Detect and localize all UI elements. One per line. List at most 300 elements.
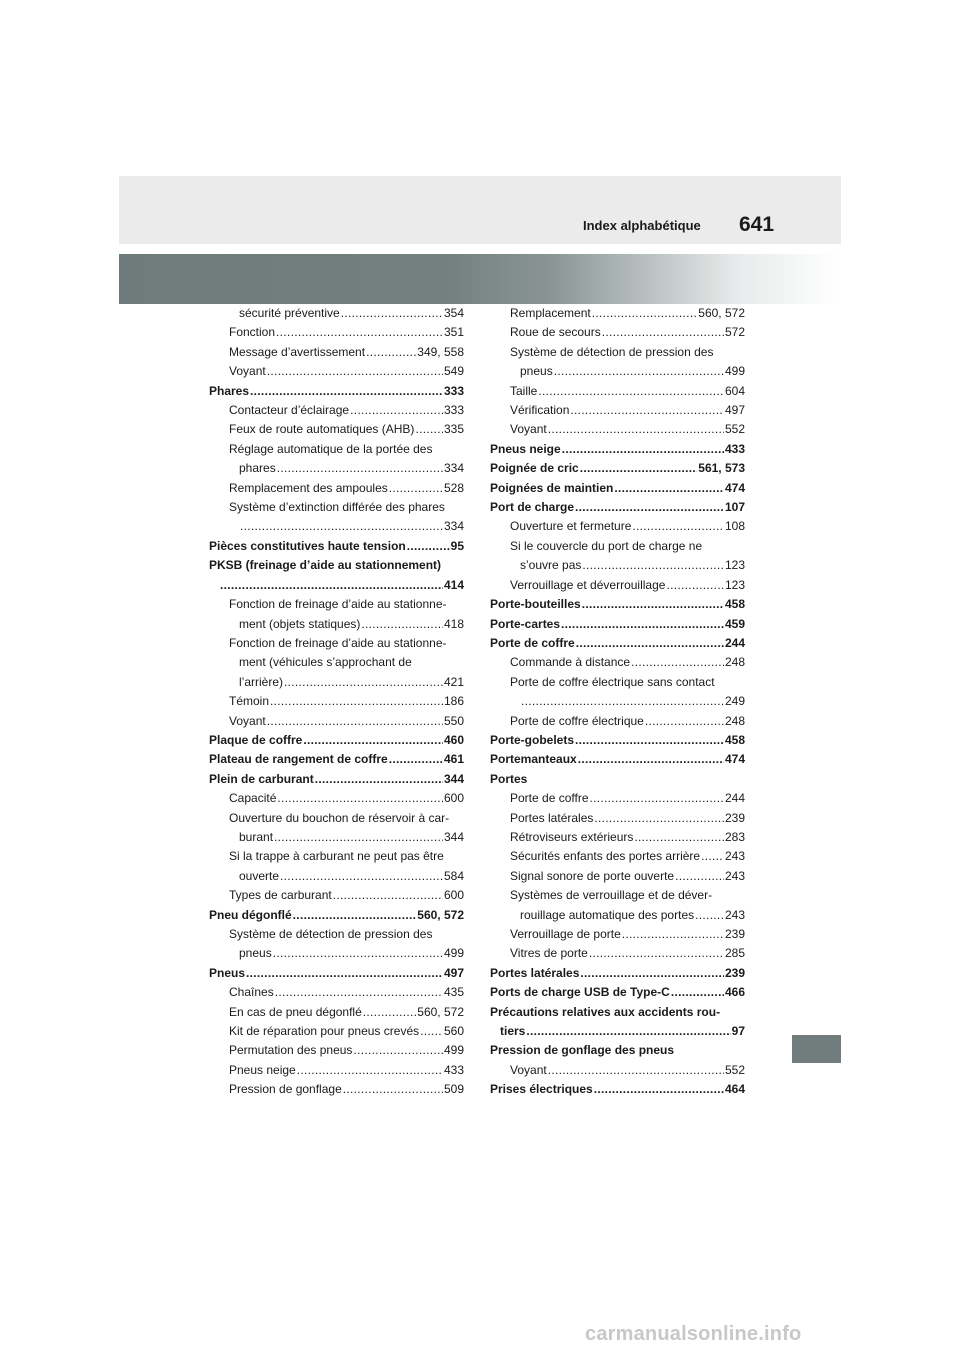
index-page-ref[interactable]: 421 [443, 674, 464, 689]
index-page-ref[interactable]: 95 [450, 538, 464, 553]
index-entry [209, 925, 464, 944]
index-page-ref[interactable]: 461 [443, 752, 464, 767]
index-entry [490, 440, 745, 459]
index-term: Portes latérales [510, 810, 594, 825]
index-page-ref[interactable]: 499 [443, 1043, 464, 1058]
index-page-ref[interactable]: 333 [443, 383, 464, 398]
index-page-ref[interactable]: 107 [724, 500, 745, 515]
index-term: Portemanteaux [490, 752, 577, 767]
dot-leader [277, 789, 443, 808]
dot-leader [341, 304, 443, 323]
index-term: Fonction [229, 325, 276, 340]
index-term: Feux de route automatiques (AHB) [229, 422, 415, 437]
dot-leader [250, 382, 443, 401]
index-entry [209, 673, 464, 692]
dot-leader [350, 401, 443, 420]
index-entry [209, 867, 464, 886]
dot-leader [575, 498, 724, 517]
index-page-ref[interactable]: 464 [724, 1082, 745, 1097]
index-column-right [490, 304, 745, 1100]
index-entry [209, 1061, 464, 1080]
index-page-ref[interactable]: 458 [724, 597, 745, 612]
dot-leader [297, 1061, 443, 1080]
index-entry [209, 828, 464, 847]
index-page-ref[interactable]: 604 [724, 383, 745, 398]
dot-leader [580, 964, 724, 983]
dot-leader [592, 304, 698, 323]
index-term: Portes latérales [490, 965, 580, 980]
index-entry [490, 382, 745, 401]
index-entry [490, 595, 745, 614]
index-entry [490, 944, 745, 963]
dot-leader [275, 983, 443, 1002]
index-term: Pression de gonflage des pneus [490, 1043, 675, 1058]
index-page-ref[interactable]: 474 [724, 480, 745, 495]
index-term: phares [239, 461, 276, 476]
index-term: En cas de pneu dégonflé [229, 1004, 362, 1019]
index-term: Porte-gobelets [490, 732, 575, 747]
index-term: Fonction de freinage d’aide au stationne- [229, 635, 447, 650]
index-page-ref[interactable]: 561, 573 [698, 461, 745, 476]
index-entry [490, 1022, 745, 1041]
index-page-ref[interactable]: 108 [724, 519, 745, 534]
index-page-ref[interactable]: 243 [724, 907, 745, 922]
dot-leader [284, 673, 443, 692]
index-term: Pneus neige [490, 441, 561, 456]
header-band [119, 176, 841, 244]
index-term: Remplacement des ampoules [229, 480, 388, 495]
dot-leader [594, 809, 724, 828]
index-page-ref[interactable]: 334 [443, 461, 464, 476]
index-page-ref[interactable]: 414 [443, 577, 464, 592]
index-entry [209, 362, 464, 381]
index-entry [490, 615, 745, 634]
index-entry [490, 304, 745, 323]
index-term: Portes [490, 771, 528, 786]
dot-leader [273, 944, 443, 963]
index-entry [490, 634, 745, 653]
index-term: Témoin [229, 694, 270, 709]
index-entry [209, 537, 464, 556]
index-entry [490, 653, 745, 672]
index-entry [209, 847, 464, 866]
index-term: Pneu dégonflé [209, 907, 292, 922]
index-entry [209, 809, 464, 828]
index-page-ref[interactable]: 552 [724, 1062, 745, 1077]
index-term: pneus [520, 364, 553, 379]
index-page-ref[interactable]: 600 [443, 791, 464, 806]
index-term: Poignées de maintien [490, 480, 614, 495]
index-page-ref[interactable]: 123 [724, 558, 745, 573]
index-page-ref[interactable]: 249 [724, 694, 745, 709]
index-entry [209, 1041, 464, 1060]
dot-leader [526, 1022, 730, 1041]
index-term: Permutation des pneus [229, 1043, 353, 1058]
index-page-ref[interactable]: 435 [443, 985, 464, 1000]
index-entry [490, 809, 745, 828]
dot-leader [407, 537, 450, 556]
index-page-ref[interactable]: 459 [724, 616, 745, 631]
dot-leader [267, 362, 443, 381]
index-entry [490, 692, 745, 711]
index-entry [490, 401, 745, 420]
index-entry [209, 595, 464, 614]
dot-leader [582, 595, 724, 614]
dot-leader [590, 789, 724, 808]
dot-leader [548, 1061, 724, 1080]
index-term: Porte de coffre électrique sans contact [510, 674, 715, 689]
index-term: Kit de réparation pour pneus crevés [229, 1024, 420, 1039]
index-page-ref[interactable]: 474 [724, 752, 745, 767]
dot-leader [548, 420, 724, 439]
index-term: Vitres de porte [510, 946, 588, 961]
index-entry [209, 459, 464, 478]
dot-leader [270, 692, 443, 711]
index-entry [490, 1080, 745, 1099]
index-entry [209, 750, 464, 769]
index-entry [209, 304, 464, 323]
dot-leader [315, 770, 443, 789]
dot-leader [420, 1022, 443, 1041]
index-entry [209, 983, 464, 1002]
dot-leader [389, 750, 443, 769]
header-gradient-bar [119, 254, 841, 304]
index-entry [490, 673, 745, 692]
dot-leader [645, 712, 724, 731]
index-entry [209, 343, 464, 362]
page-number: 641 [739, 213, 775, 236]
index-term: Taille [510, 383, 538, 398]
thumb-index-tab[interactable] [792, 1035, 841, 1063]
dot-leader [575, 731, 724, 750]
index-page-ref[interactable]: 497 [724, 403, 745, 418]
dot-leader [582, 556, 724, 575]
index-entry [209, 634, 464, 653]
index-entry [490, 770, 745, 789]
index-term: Pneus neige [229, 1062, 296, 1077]
index-term: Ouverture et fermeture [510, 519, 632, 534]
index-entry [209, 789, 464, 808]
index-term: Chaînes [229, 985, 274, 1000]
index-page-ref[interactable]: 243 [724, 868, 745, 883]
index-entry [209, 1003, 464, 1022]
index-page-ref[interactable]: 552 [724, 422, 745, 437]
index-page-ref[interactable]: 572 [724, 325, 745, 340]
dot-leader [303, 731, 443, 750]
dot-leader [538, 382, 724, 401]
index-entry [490, 576, 745, 595]
index-page-ref[interactable]: 509 [443, 1082, 464, 1097]
index-term: Si le couvercle du port de charge ne [510, 538, 703, 553]
index-entry [209, 692, 464, 711]
index-term: Voyant [510, 422, 547, 437]
index-entry [209, 653, 464, 672]
index-entry [209, 1080, 464, 1099]
index-page-ref[interactable]: 244 [724, 635, 745, 650]
index-entry [490, 906, 745, 925]
index-entry [209, 517, 464, 536]
index-entry [490, 459, 745, 478]
index-page-ref[interactable]: 344 [443, 829, 464, 844]
index-page-ref[interactable]: 550 [443, 713, 464, 728]
dot-leader [561, 615, 724, 634]
index-page-ref[interactable]: 560, 572 [698, 306, 745, 320]
index-term: Plaque de coffre [209, 732, 303, 747]
index-page-ref[interactable]: 354 [443, 306, 464, 320]
index-term: Voyant [229, 364, 266, 379]
index-page-ref[interactable]: 283 [724, 829, 745, 844]
dot-leader [701, 847, 724, 866]
index-entry [490, 828, 745, 847]
index-page-ref[interactable]: 333 [443, 403, 464, 418]
dot-leader [274, 828, 443, 847]
index-entry [490, 867, 745, 886]
index-entry [209, 401, 464, 420]
index-page-ref[interactable]: 351 [443, 325, 464, 340]
dot-leader [602, 323, 724, 342]
index-term: Capacité [229, 791, 277, 806]
index-entry [490, 847, 745, 866]
index-term: Poignée de cric [490, 461, 579, 476]
index-term: Types de carburant [229, 888, 332, 903]
index-term: Pression de gonflage [229, 1082, 342, 1097]
index-page-ref[interactable]: 239 [724, 810, 745, 825]
index-page-ref[interactable]: 244 [724, 791, 745, 806]
index-term: Réglage automatique de la portée des [229, 441, 433, 456]
index-entry [209, 576, 464, 595]
index-term: Prises électriques [490, 1082, 593, 1097]
index-page-ref[interactable]: 584 [443, 868, 464, 883]
index-page-ref[interactable]: 123 [724, 577, 745, 592]
index-entry [490, 323, 745, 342]
index-page-ref[interactable]: 349, 558 [417, 344, 464, 359]
index-term: Roue de secours [510, 325, 601, 340]
index-term: tiers [500, 1024, 526, 1039]
index-entry [490, 964, 745, 983]
dot-leader [343, 1080, 443, 1099]
index-term: Voyant [510, 1062, 547, 1077]
dot-leader [240, 517, 443, 536]
index-column-left [209, 304, 464, 1100]
index-page-ref[interactable]: 239 [724, 927, 745, 941]
index-term: Ports de charge USB de Type-C [490, 985, 670, 1000]
index-term: Signal sonore de porte ouverte [510, 868, 675, 883]
dot-leader [695, 906, 724, 925]
index-entry [490, 517, 745, 536]
dot-leader [361, 615, 443, 634]
index-page-ref[interactable]: 549 [443, 364, 464, 379]
index-term: Plateau de rangement de coffre [209, 752, 388, 767]
index-term: Message d’avertissement [229, 344, 366, 359]
index-term: Voyant [229, 713, 266, 728]
dot-leader [589, 944, 724, 963]
index-page-ref[interactable]: 560 [443, 1024, 464, 1039]
index-entry [490, 789, 745, 808]
index-entry [209, 906, 464, 925]
dot-leader [580, 459, 698, 478]
index-entry [490, 420, 745, 439]
index-entry [490, 1061, 745, 1080]
index-term: Verrouillage de porte [510, 927, 621, 941]
index-term: Porte-bouteilles [490, 597, 581, 612]
index-entry [490, 498, 745, 517]
index-page-ref[interactable]: 334 [443, 519, 464, 534]
index-page-ref[interactable]: 243 [724, 849, 745, 864]
index-entry [209, 712, 464, 731]
dot-leader [267, 712, 443, 731]
index-term: l’arrière) [239, 674, 284, 689]
watermark-text: carmanualsonline.info [585, 1323, 802, 1345]
index-term: Précautions relatives aux accidents rou- [490, 1004, 721, 1019]
index-page-ref[interactable]: 186 [443, 694, 464, 709]
index-entry [490, 556, 745, 575]
index-term: Fonction de freinage d’aide au stationne- [229, 597, 447, 612]
index-term: Pièces constitutives haute tension [209, 538, 406, 553]
index-page-ref[interactable]: 248 [724, 655, 745, 670]
index-page-ref[interactable]: 499 [724, 364, 745, 379]
index-term: ment (objets statiques) [239, 616, 361, 631]
dot-leader [666, 576, 724, 595]
dot-leader [220, 576, 443, 595]
index-term: Système de détection de pression des [229, 927, 433, 941]
index-page-ref[interactable]: 600 [443, 888, 464, 903]
index-term: Porte de coffre électrique [510, 713, 644, 728]
index-term: ment (véhicules s’approchant de [239, 655, 412, 670]
index-entry [209, 382, 464, 401]
index-term: pneus [239, 946, 272, 961]
index-page-ref[interactable]: 418 [443, 616, 464, 631]
index-entry [490, 1003, 745, 1022]
index-term: Ouverture du bouchon de réservoir à car- [229, 810, 450, 825]
index-term: burant [239, 829, 274, 844]
index-term: Systèmes de verrouillage et de déver- [510, 888, 713, 903]
index-page-ref[interactable]: 560, 572 [417, 907, 464, 922]
index-term: ouverte [239, 868, 280, 883]
index-entry [209, 964, 464, 983]
index-page-ref[interactable]: 528 [443, 480, 464, 495]
index-entry [490, 343, 745, 362]
index-page-ref[interactable]: 239 [724, 965, 745, 980]
index-entry [490, 750, 745, 769]
index-entry [490, 537, 745, 556]
dot-leader [276, 323, 443, 342]
index-term: Rétroviseurs extérieurs [510, 829, 634, 844]
index-entry [209, 323, 464, 342]
index-term: PKSB (freinage d’aide au stationnement) [209, 558, 442, 573]
dot-leader [578, 750, 724, 769]
index-term: Sécurités enfants des portes arrière [510, 849, 701, 864]
index-entry [209, 1022, 464, 1041]
index-page-ref[interactable]: 433 [724, 441, 745, 456]
index-term: Système d’extinction différée des phares [229, 500, 445, 515]
index-entry [209, 556, 464, 575]
index-page-ref[interactable]: 466 [724, 985, 745, 1000]
index-entry [209, 615, 464, 634]
index-term: Porte de coffre [510, 791, 589, 806]
dot-leader [622, 925, 724, 944]
index-term: Verrouillage et déverrouillage [510, 577, 666, 592]
index-entry [490, 479, 745, 498]
dot-leader [246, 964, 443, 983]
index-term: Si la trappe à carburant ne peut pas être [229, 849, 444, 864]
index-term: Système de détection de pression des [510, 344, 714, 359]
index-page-ref[interactable]: 460 [443, 732, 464, 747]
dot-leader [415, 420, 443, 439]
index-term: s’ouvre pas [520, 558, 582, 573]
index-entry [490, 1041, 745, 1060]
index-entry [209, 498, 464, 517]
dot-leader [562, 440, 724, 459]
index-page-ref[interactable]: 433 [443, 1062, 464, 1077]
section-title: Index alphabétique [583, 218, 701, 233]
index-entry [209, 944, 464, 963]
dot-leader [521, 692, 724, 711]
index-term: Porte-cartes [490, 616, 561, 631]
index-term: Contacteur d’éclairage [229, 403, 350, 418]
index-page-ref[interactable]: 499 [443, 946, 464, 961]
dot-leader [570, 401, 724, 420]
dot-leader [293, 906, 417, 925]
index-entry [209, 420, 464, 439]
index-entry [490, 712, 745, 731]
dot-leader [554, 362, 724, 381]
index-entry [209, 770, 464, 789]
index-term: Phares [209, 383, 250, 398]
index-term: Plein de carburant [209, 771, 314, 786]
index-page-ref[interactable]: 335 [443, 422, 464, 437]
dot-leader [277, 459, 443, 478]
index-term: sécurité préventive [239, 306, 340, 320]
index-entry [209, 731, 464, 750]
dot-leader [363, 1003, 417, 1022]
dot-leader [280, 867, 443, 886]
index-page-ref[interactable]: 97 [731, 1024, 745, 1039]
index-entry [490, 731, 745, 750]
index-entry [490, 362, 745, 381]
dot-leader [389, 479, 443, 498]
index-page-ref[interactable]: 344 [443, 771, 464, 786]
dot-leader [675, 867, 724, 886]
dot-leader [353, 1041, 443, 1060]
index-term: Porte de coffre [490, 635, 575, 650]
dot-leader [631, 653, 724, 672]
index-entry [490, 886, 745, 905]
index-page-ref[interactable]: 497 [443, 965, 464, 980]
index-term: Remplacement [510, 306, 591, 320]
index-page-ref[interactable]: 285 [724, 946, 745, 961]
dot-leader [634, 828, 724, 847]
index-entry [490, 983, 745, 1002]
index-term: Vérification [510, 403, 570, 418]
index-term: Pneus [209, 965, 246, 980]
dot-leader [366, 343, 416, 362]
index-term: Commande à distance [510, 655, 631, 670]
index-page-ref[interactable]: 248 [724, 713, 745, 728]
dot-leader [614, 479, 724, 498]
dot-leader [333, 886, 443, 905]
dot-leader [671, 983, 724, 1002]
index-term: rouillage automatique des portes [520, 907, 695, 922]
dot-leader [632, 517, 724, 536]
dot-leader [576, 634, 724, 653]
index-entry [209, 440, 464, 459]
index-entry [209, 479, 464, 498]
index-entry [490, 925, 745, 944]
index-term: Port de charge [490, 500, 575, 515]
index-page-ref[interactable]: 458 [724, 732, 745, 747]
index-entry [209, 886, 464, 905]
index-page-ref[interactable]: 560, 572 [417, 1004, 464, 1019]
